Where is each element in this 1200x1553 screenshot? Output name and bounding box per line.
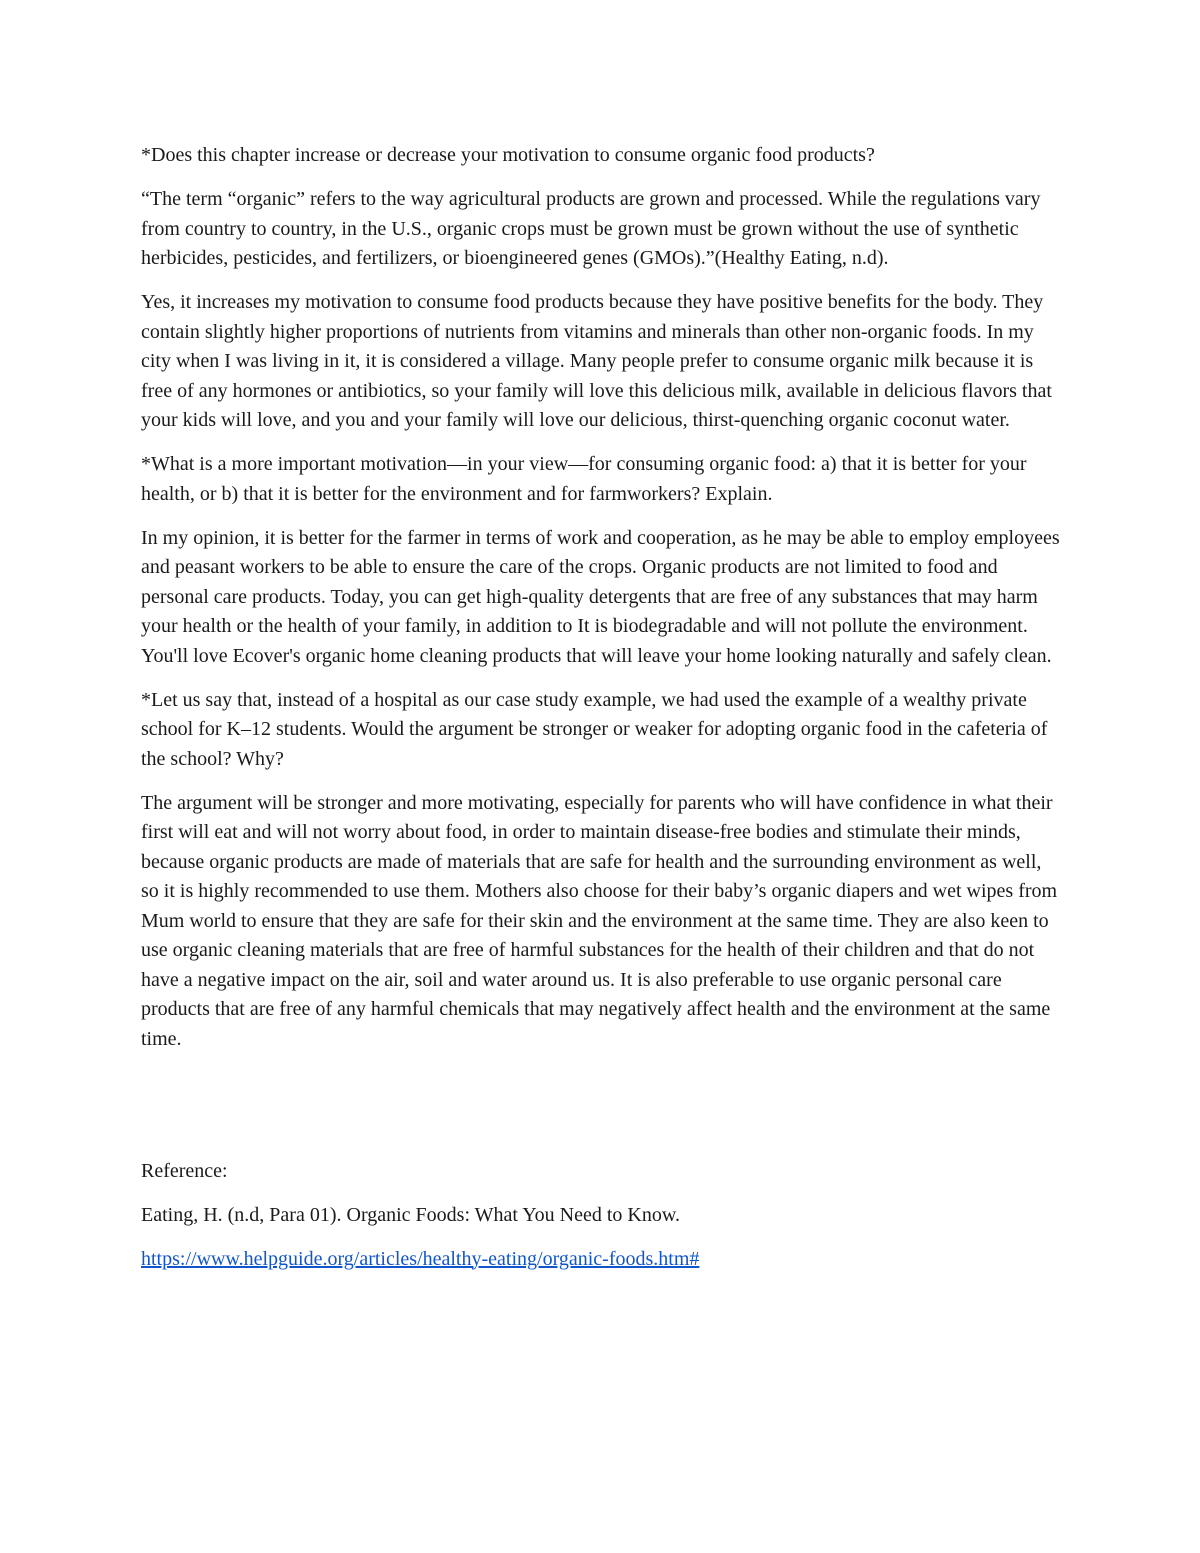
reference-citation: Eating, H. (n.d, Para 01). Organic Foods: What You Need to Know.	[141, 1203, 681, 1226]
question-2: *What is a more important motivation—in your view—for consuming organic food: a) that it is better for your health, or b) that it is better for the environment and for farmworkers? Explain.	[141, 453, 1027, 505]
reference-link[interactable]: https://www.helpguide.org/articles/healthy-eating/organic-foods.htm#	[141, 1247, 700, 1270]
document-body	[141, 141, 1061, 1289]
question-1: *Does this chapter increase or decrease your motivation to consume organic food products?	[141, 144, 875, 166]
blank-space	[141, 1069, 1061, 1157]
answer-1: Yes, it increases my motivation to consume food products because they have positive benefits for the body. They contain slightly higher proportions of nutrients from vitamins and minerals than other non-organic foods. In my city when I was living in it, it is considered a village. Many people prefer to consume organic milk because it is free of any hormones or antibiotics, so your family will love this delicious milk, available in delicious flavors that your kids will love, and you and your family will love our delicious, thirst-quenching organic coconut water.	[141, 291, 1052, 431]
reference-link-paragraph	[141, 1245, 1061, 1275]
answer-3: The argument will be stronger and more motivating, especially for parents who will have confidence in what their first will eat and will not worry about food, in order to maintain disease-free bodies and stimulate their minds, because organic products are made of materials that are safe for health and the surrounding environment as well, so it is highly recommended to use them. Mothers also choose for their baby’s organic diapers and wet wipes from Mum world to ensure that they are safe for their skin and the environment at the same time. They are also keen to use organic cleaning materials that are free of harmful substances for the health of their children and that do not have a negative impact on the air, soil and water around us. It is also preferable to use organic personal care products that are free of any harmful chemicals that may negatively affect health and the environment at the same time.	[141, 791, 1058, 1050]
question-3: *Let us say that, instead of a hospital as our case study example, we had used the example of a wealthy private school for K–12 students. Would the argument be stronger or weaker for adopting organic food in the cafeteria of the school? Why?	[141, 688, 1048, 770]
reference-heading: Reference:	[141, 1159, 228, 1182]
answer-2: In my opinion, it is better for the farmer in terms of work and cooperation, as he may be able to employ employees and peasant workers to be able to ensure the care of the crops. Organic products are not limited to food and personal care products. Today, you can get high-quality detergents that are free of any substances that may harm your health or the health of your family, in addition to It is biodegradable and will not pollute the environment. You'll love Ecover's organic home cleaning products that will leave your home looking naturally and safely clean.	[141, 526, 1060, 667]
quote-paragraph: “The term “organic” refers to the way agricultural products are grown and processed. While the regulations vary from country to country, in the U.S., organic crops must be grown must be grown without the use of synthetic herbicides, pesticides, and fertilizers, or bioengineered genes (GMOs).”(Healthy Eating, n.d).	[141, 188, 1041, 269]
